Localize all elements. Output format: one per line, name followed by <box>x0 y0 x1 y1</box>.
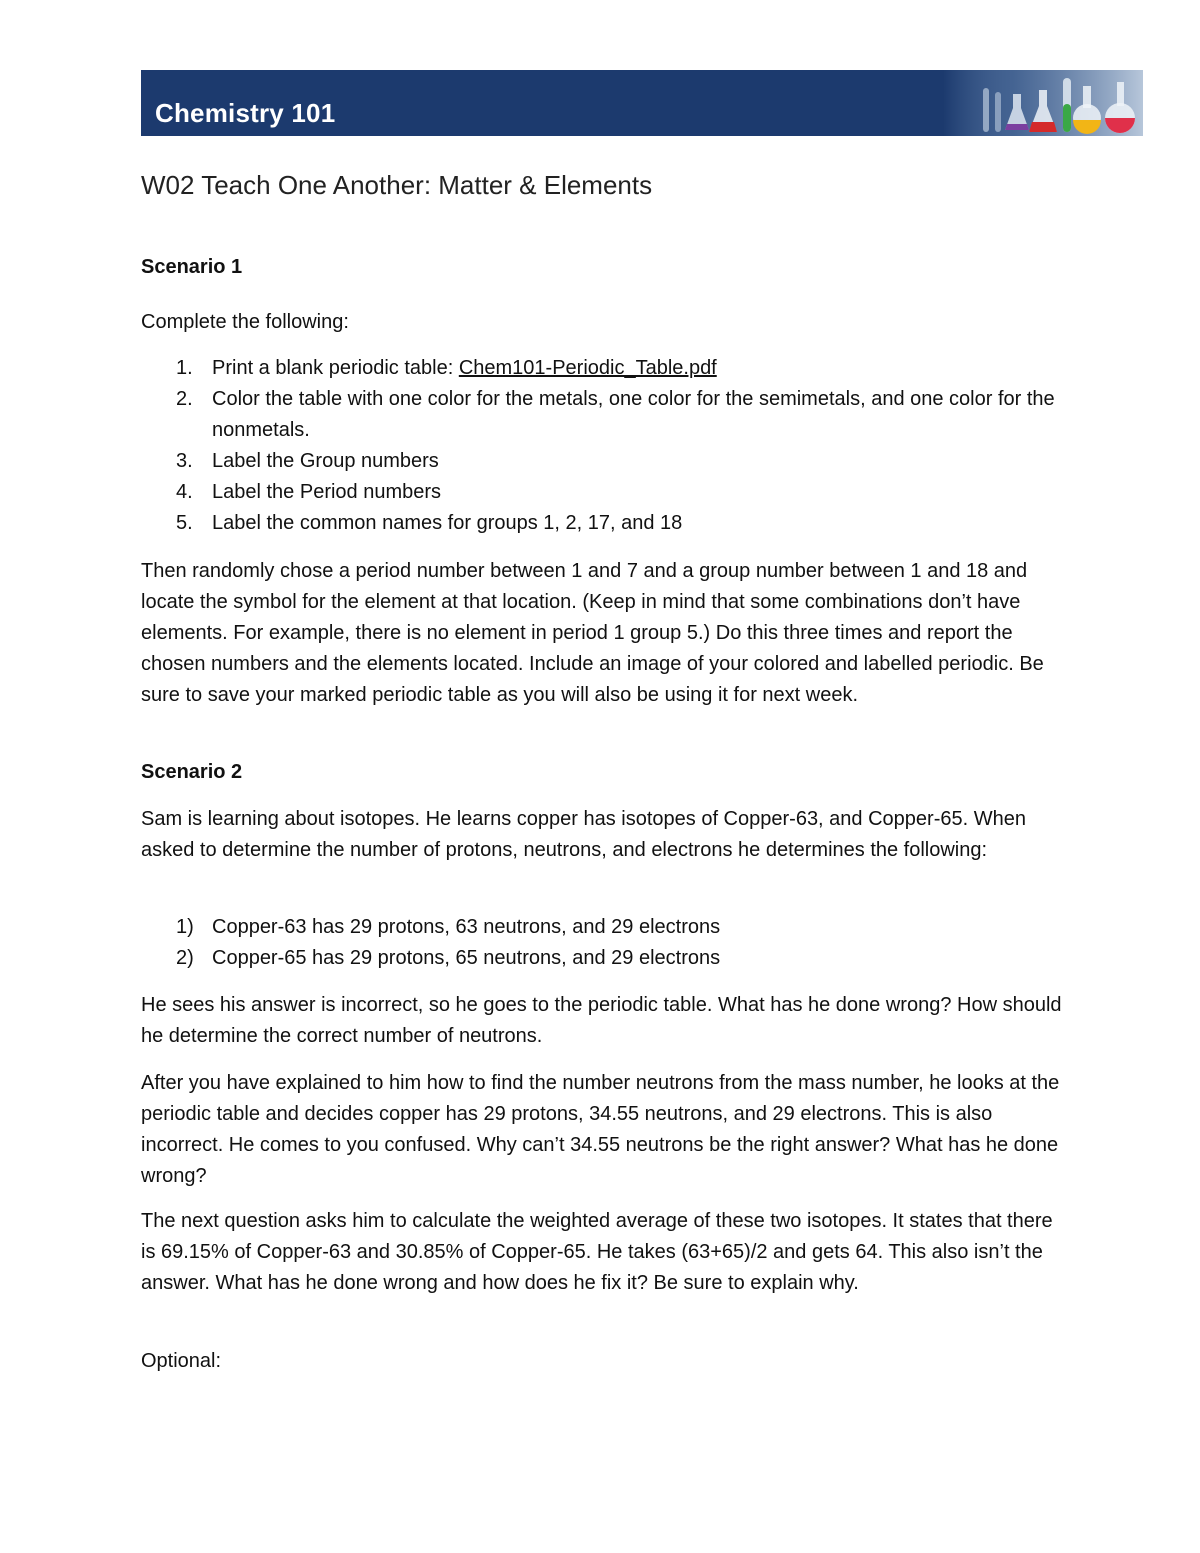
scenario2-paragraph-3: The next question asks him to calculate the weighted average of these two isotopes. It states that there is 69.15% of Copper-63 and 30.85% of Copper-65. He takes (63+65)/2 and gets 64. This also isn’t the answer. What has he done wrong and how does he fix it? Be sure to explain why. <box>141 1210 1053 1294</box>
list-number: 2) <box>176 947 194 969</box>
lab-glassware-image <box>943 70 1143 136</box>
list-text: Copper-63 has 29 protons, 63 neutrons, and 29 electrons <box>212 916 721 938</box>
optional-label: Optional: <box>141 1350 222 1372</box>
list-item <box>141 384 1066 446</box>
scenario2-paragraph-1: He sees his answer is incorrect, so he goes to the periodic table. What has he done wrong? How should he determine the correct number of neutrons. <box>141 994 1062 1047</box>
list-number: 2. <box>176 388 193 410</box>
list-text: Label the common names for groups 1, 2, 17, and 18 <box>212 512 683 534</box>
scenario1-paragraph: Then randomly chose a period number between 1 and 7 and a group number between 1 and 18 and locate the symbol for the element at that location. (Keep in mind that some combinations don’t have elements. For example, there is no element in period 1 group 5.) Do this three times and report the chosen numbers and the elements located. Include an image of your colored and labelled periodic. Be sure to save your marked periodic table as you will also be using it for next week. <box>141 560 1044 706</box>
list-item <box>141 477 1066 508</box>
list-text: Label the Group numbers <box>212 450 439 472</box>
list-number: 5. <box>176 512 193 534</box>
list-text: Print a blank periodic table: <box>212 357 459 379</box>
list-item <box>141 943 1066 974</box>
course-title: Chemistry 101 <box>155 98 336 128</box>
list-item <box>141 508 1066 539</box>
document-title: W02 Teach One Another: Matter & Elements <box>141 170 653 200</box>
header-banner <box>141 70 1143 136</box>
list-item <box>141 446 1066 477</box>
scenario1-intro: Complete the following: <box>141 311 349 333</box>
list-number: 3. <box>176 450 193 472</box>
scenario2-answers <box>141 912 1066 974</box>
periodic-table-link[interactable]: Chem101-Periodic_Table.pdf <box>458 357 717 379</box>
list-text: Label the Period numbers <box>212 481 442 503</box>
list-text: Copper-65 has 29 protons, 65 neutrons, and 29 electrons <box>212 947 721 969</box>
list-number: 4. <box>176 481 193 503</box>
scenario2-paragraph-2: After you have explained to him how to find the number neutrons from the mass number, he looks at the periodic table and decides copper has 29 protons, 34.55 neutrons, and 29 electrons. This is also incorrect. He comes to you confused. Why can’t 34.55 neutrons be the right answer? What has he done wrong? <box>141 1072 1060 1187</box>
scenario2-intro: Sam is learning about isotopes. He learns copper has isotopes of Copper-63, and Copper-65. When asked to determine the number of protons, neutrons, and electrons he determines the following: <box>141 808 1026 861</box>
scenario2-heading: Scenario 2 <box>141 761 243 783</box>
list-number: 1) <box>176 916 194 938</box>
list-text: Color the table with one color for the metals, one color for the semimetals, and one color for the nonmetals. <box>212 388 1055 441</box>
list-item <box>141 912 1066 943</box>
list-number: 1. <box>176 357 193 379</box>
scenario1-steps <box>141 353 1066 539</box>
scenario1-heading: Scenario 1 <box>141 256 243 278</box>
list-item <box>141 353 1066 384</box>
